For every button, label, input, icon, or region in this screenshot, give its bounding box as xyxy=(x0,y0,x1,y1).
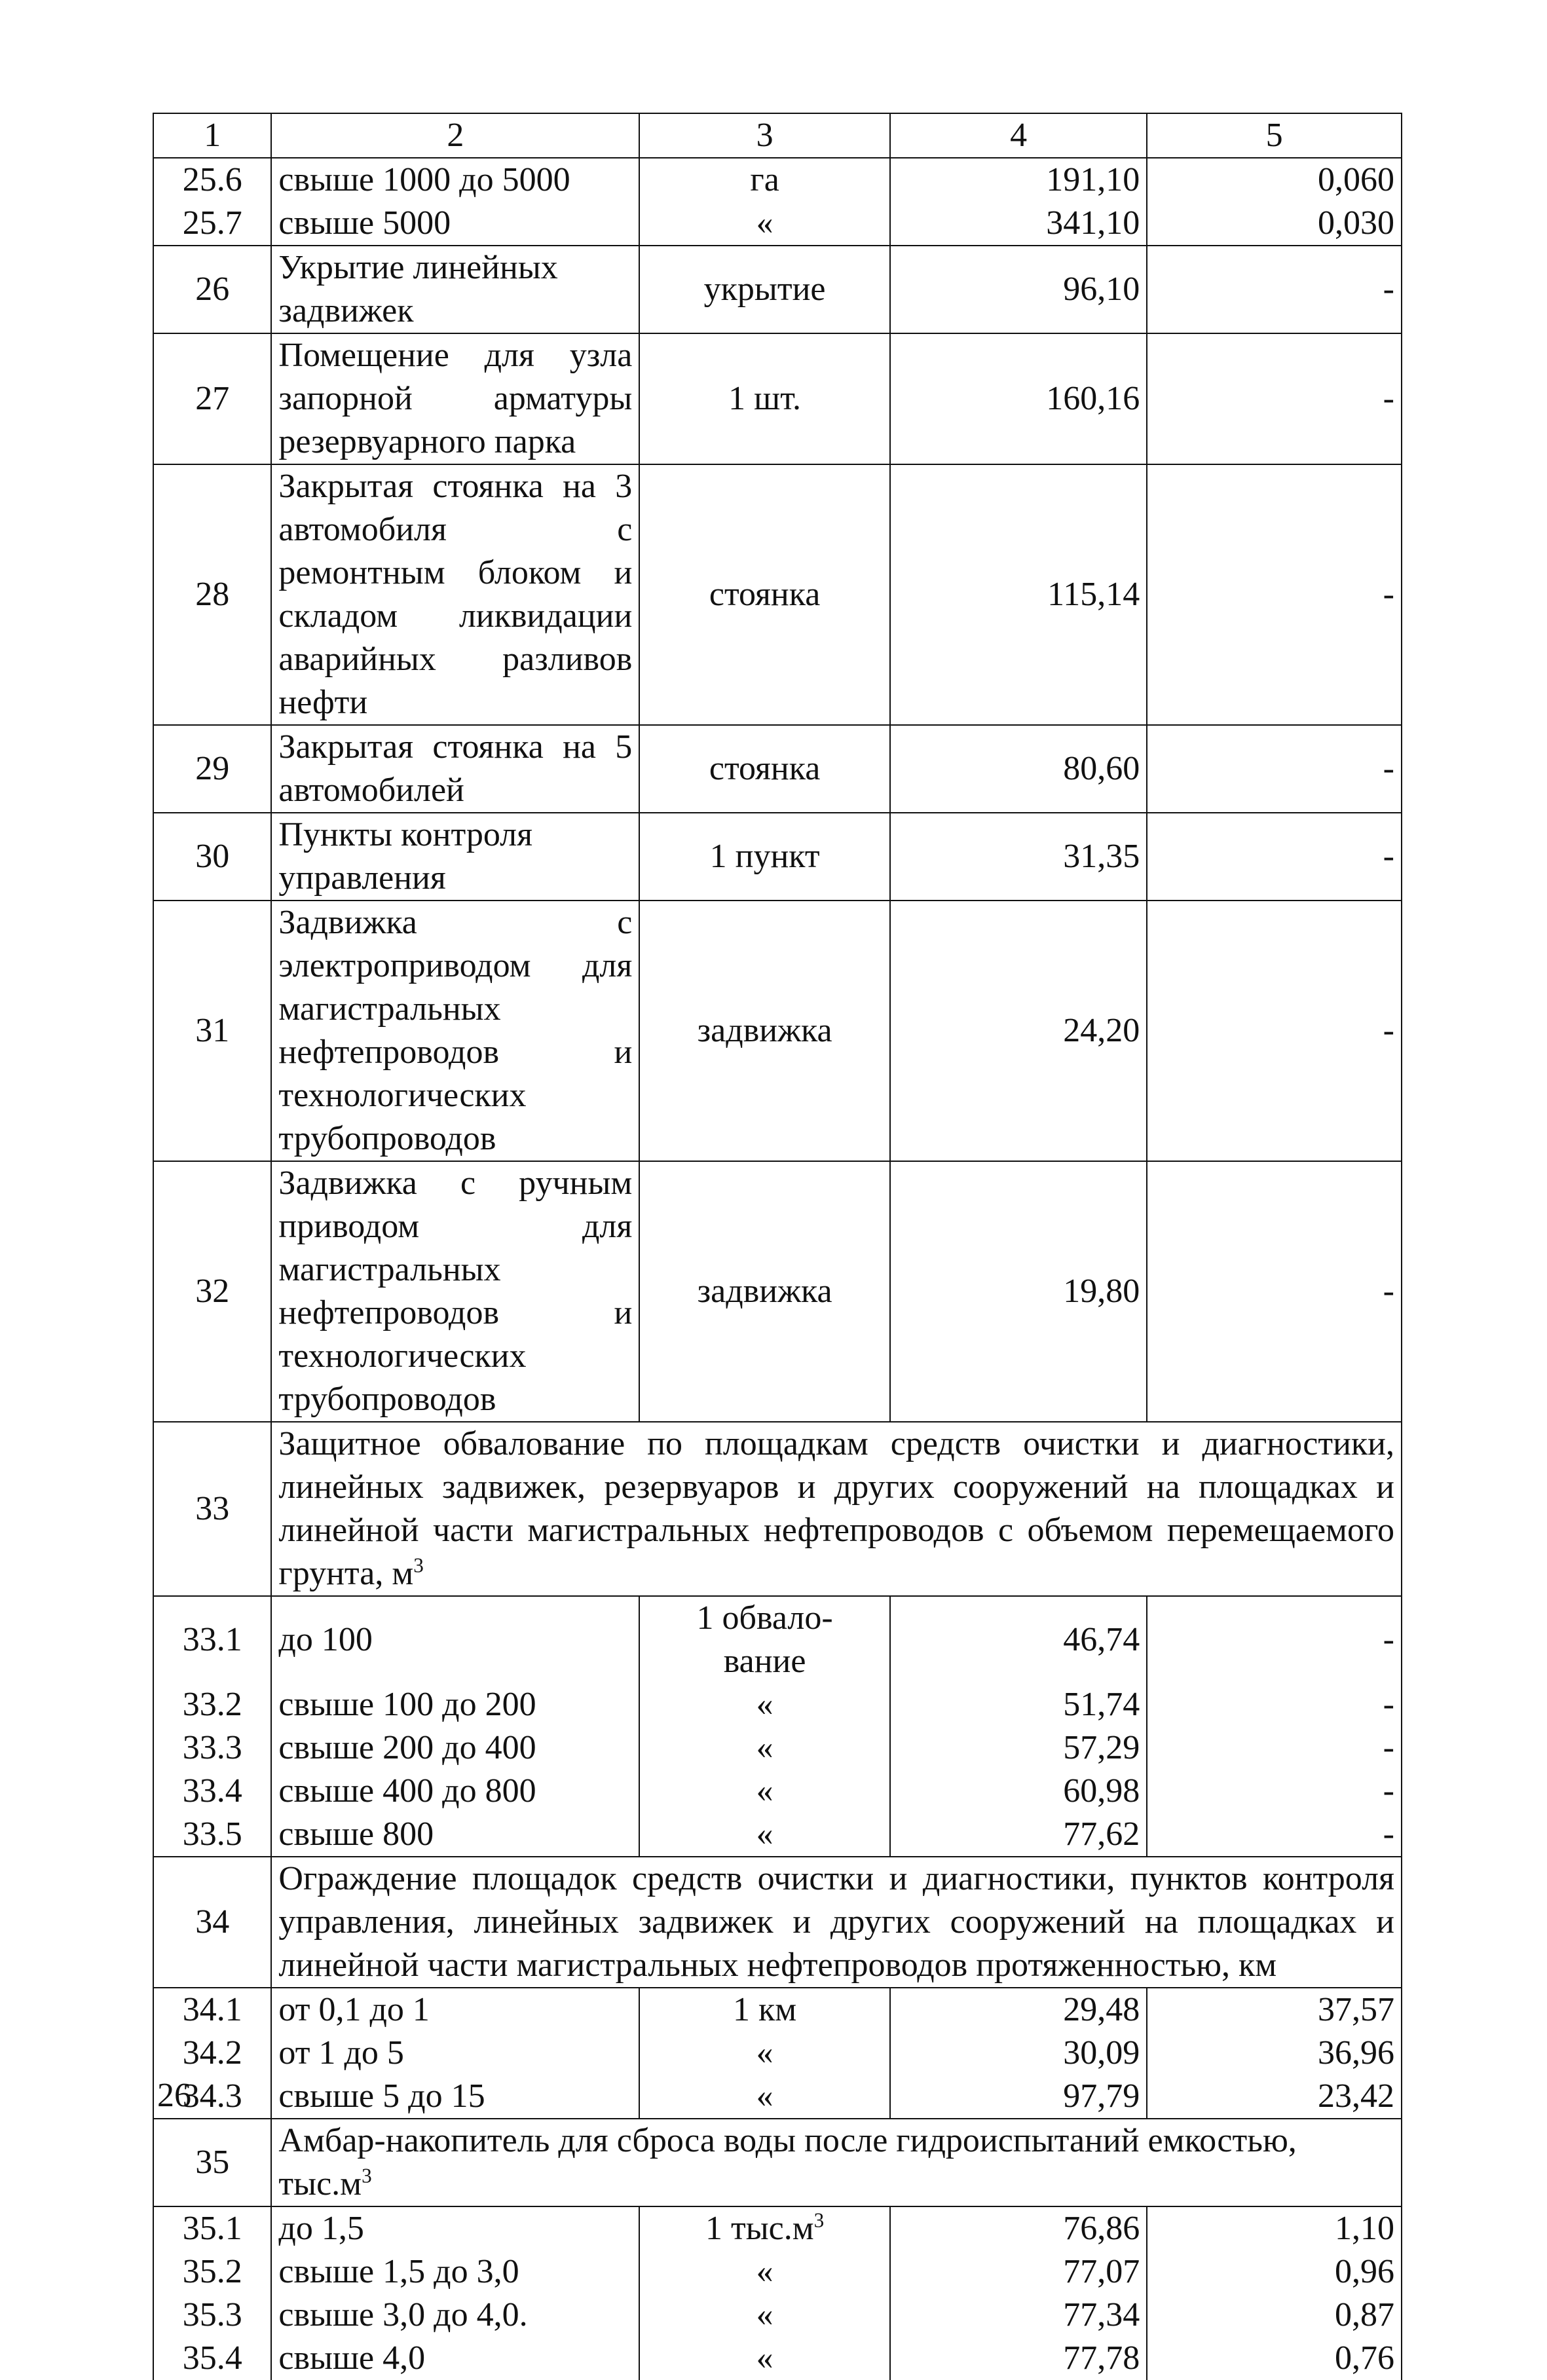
row-value-5: - xyxy=(1147,1683,1402,1726)
row-unit: укрытие xyxy=(639,246,890,333)
table-row xyxy=(153,464,1402,725)
row-unit: « xyxy=(639,1770,890,1813)
table-row xyxy=(153,1726,1402,1770)
row-number: 34.1 xyxy=(153,1988,271,2032)
row-value-4: 77,62 xyxy=(890,1813,1147,1857)
row-value-5: - xyxy=(1147,1161,1402,1422)
row-number: 33 xyxy=(153,1422,271,1596)
rates-table xyxy=(153,113,1402,2380)
row-name: свыше 1,5 до 3,0 xyxy=(271,2250,639,2294)
row-value-4: 80,60 xyxy=(890,725,1147,813)
row-unit: « xyxy=(639,1726,890,1770)
superscript: 3 xyxy=(813,2208,825,2232)
row-value-4: 30,09 xyxy=(890,2032,1147,2075)
row-unit: задвижка xyxy=(639,1161,890,1422)
row-unit: « xyxy=(639,1683,890,1726)
row-number: 31 xyxy=(153,901,271,1161)
row-value-4: 97,79 xyxy=(890,2075,1147,2119)
row-name: Закрытая стоянка на 5 автомобилей xyxy=(271,725,639,813)
row-name: Пункты контроля управления xyxy=(271,813,639,901)
row-value-5: 0,060 xyxy=(1147,158,1402,202)
table-row xyxy=(153,2337,1402,2380)
row-name: свыше 1000 до 5000 xyxy=(271,158,639,202)
row-number: 28 xyxy=(153,464,271,725)
row-name: свыше 5 до 15 xyxy=(271,2075,639,2119)
row-value-5: 0,030 xyxy=(1147,202,1402,246)
row-unit: стоянка xyxy=(639,725,890,813)
row-unit: « xyxy=(639,2294,890,2337)
row-value-5: - xyxy=(1147,725,1402,813)
row-number: 26 xyxy=(153,246,271,333)
row-value-5: 0,76 xyxy=(1147,2337,1402,2380)
row-number: 34 xyxy=(153,1857,271,1988)
row-unit: 1 км xyxy=(639,1988,890,2032)
row-value-5: - xyxy=(1147,1596,1402,1683)
row-value-5: - xyxy=(1147,1770,1402,1813)
table-row xyxy=(153,2250,1402,2294)
table-row xyxy=(153,2294,1402,2337)
table-section-row xyxy=(153,1857,1402,1988)
row-unit: задвижка xyxy=(639,901,890,1161)
row-number: 35.2 xyxy=(153,2250,271,2294)
row-number: 35 xyxy=(153,2119,271,2206)
row-number: 29 xyxy=(153,725,271,813)
row-name: Закрытая стоянка на 3 автомобиля с ремонтным блоком и складом ликвидации аварийных разливов нефти xyxy=(271,464,639,725)
row-name: от 0,1 до 1 xyxy=(271,1988,639,2032)
row-number: 34.2 xyxy=(153,2032,271,2075)
table-row xyxy=(153,246,1402,333)
row-value-5: 1,10 xyxy=(1147,2206,1402,2250)
row-name: свыше 3,0 до 4,0. xyxy=(271,2294,639,2337)
table-row xyxy=(153,2075,1402,2119)
row-unit: « xyxy=(639,2337,890,2380)
unit-text: 1 тыс.м xyxy=(705,2210,814,2247)
row-value-4: 77,07 xyxy=(890,2250,1147,2294)
table-row xyxy=(153,725,1402,813)
row-unit: 1 обвало- вание xyxy=(639,1596,890,1683)
row-number: 30 xyxy=(153,813,271,901)
row-name: Задвижка с электроприводом для магистральных нефтепроводов и технологических трубопроводов xyxy=(271,901,639,1161)
row-number: 27 xyxy=(153,333,271,464)
row-number: 25.7 xyxy=(153,202,271,246)
row-value-4: 115,14 xyxy=(890,464,1147,725)
table-row xyxy=(153,901,1402,1161)
row-name: Укрытие линейных задвижек xyxy=(271,246,639,333)
table-row xyxy=(153,1988,1402,2032)
row-name: свыше 800 xyxy=(271,1813,639,1857)
row-number: 33.2 xyxy=(153,1683,271,1726)
table-row xyxy=(153,1683,1402,1726)
row-number: 32 xyxy=(153,1161,271,1422)
row-value-4: 77,34 xyxy=(890,2294,1147,2337)
header-col-4: 4 xyxy=(890,113,1147,158)
row-number: 33.3 xyxy=(153,1726,271,1770)
row-number: 33.1 xyxy=(153,1596,271,1683)
row-value-4: 24,20 xyxy=(890,901,1147,1161)
row-name: свыше 200 до 400 xyxy=(271,1726,639,1770)
row-name: свыше 4,0 xyxy=(271,2337,639,2380)
row-value-5: 36,96 xyxy=(1147,2032,1402,2075)
row-name: свыше 100 до 200 xyxy=(271,1683,639,1726)
table-section-row xyxy=(153,1422,1402,1596)
section-heading: Ограждение площадок средств очистки и диагностики, пунктов контроля управления, линейных задвижек и других сооружений на площадках и линейной части магистральных нефтепроводов протяженностью, км xyxy=(271,1857,1402,1988)
row-unit: га xyxy=(639,158,890,202)
table-header-row xyxy=(153,113,1402,158)
row-name: до 100 xyxy=(271,1596,639,1683)
row-number: 33.4 xyxy=(153,1770,271,1813)
row-value-5: - xyxy=(1147,246,1402,333)
row-name: Задвижка с ручным приводом для магистральных нефтепроводов и технологических трубопроводов xyxy=(271,1161,639,1422)
row-value-4: 160,16 xyxy=(890,333,1147,464)
row-name: свыше 5000 xyxy=(271,202,639,246)
row-name: Защитное обвалование по площадкам средств очистки и диагностики, линейных задвижек, резервуаров и других сооружений на площадках и линейной части магистральных нефтепроводов с объемом перемещаемого грунта, м xyxy=(278,1425,1394,1592)
row-name: Амбар-накопитель для сброса воды после гидроиспытаний емкостью, тыс.м xyxy=(278,2122,1297,2203)
row-number: 33.5 xyxy=(153,1813,271,1857)
header-col-5: 5 xyxy=(1147,113,1402,158)
row-number: 25.6 xyxy=(153,158,271,202)
row-value-4: 60,98 xyxy=(890,1770,1147,1813)
table-row xyxy=(153,1770,1402,1813)
row-value-4: 46,74 xyxy=(890,1596,1147,1683)
table-row xyxy=(153,202,1402,246)
table-row xyxy=(153,1813,1402,1857)
row-name: свыше 400 до 800 xyxy=(271,1770,639,1813)
table-row xyxy=(153,158,1402,202)
row-value-4: 57,29 xyxy=(890,1726,1147,1770)
row-value-4: 76,86 xyxy=(890,2206,1147,2250)
page-number: 26 xyxy=(157,2077,191,2114)
row-number: 35.3 xyxy=(153,2294,271,2337)
row-value-4: 191,10 xyxy=(890,158,1147,202)
row-value-4: 77,78 xyxy=(890,2337,1147,2380)
table-row xyxy=(153,1596,1402,1683)
row-value-5: 37,57 xyxy=(1147,1988,1402,2032)
row-value-5: - xyxy=(1147,813,1402,901)
row-value-5: 23,42 xyxy=(1147,2075,1402,2119)
table-row xyxy=(153,333,1402,464)
row-number: 35.4 xyxy=(153,2337,271,2380)
row-value-5: - xyxy=(1147,1726,1402,1770)
row-value-4: 19,80 xyxy=(890,1161,1147,1422)
row-value-4: 29,48 xyxy=(890,1988,1147,2032)
row-name: от 1 до 5 xyxy=(271,2032,639,2075)
row-value-4: 51,74 xyxy=(890,1683,1147,1726)
row-value-5: 0,87 xyxy=(1147,2294,1402,2337)
row-value-4: 341,10 xyxy=(890,202,1147,246)
row-name: до 1,5 xyxy=(271,2206,639,2250)
row-unit: « xyxy=(639,2032,890,2075)
row-value-5: 0,96 xyxy=(1147,2250,1402,2294)
row-number: 35.1 xyxy=(153,2206,271,2250)
row-value-5: - xyxy=(1147,333,1402,464)
row-number: 34.3 xyxy=(153,2075,271,2119)
row-value-5: - xyxy=(1147,464,1402,725)
row-unit: стоянка xyxy=(639,464,890,725)
header-col-1: 1 xyxy=(153,113,271,158)
row-unit: 1 пункт xyxy=(639,813,890,901)
row-unit: « xyxy=(639,1813,890,1857)
row-unit: « xyxy=(639,202,890,246)
row-value-5: - xyxy=(1147,1813,1402,1857)
row-value-5: - xyxy=(1147,901,1402,1161)
row-value-4: 96,10 xyxy=(890,246,1147,333)
row-unit: « xyxy=(639,2250,890,2294)
header-col-3: 3 xyxy=(639,113,890,158)
row-value-4: 31,35 xyxy=(890,813,1147,901)
header-col-2: 2 xyxy=(271,113,639,158)
table-row xyxy=(153,1161,1402,1422)
table-row xyxy=(153,813,1402,901)
superscript: 3 xyxy=(413,1553,424,1577)
section-heading xyxy=(271,2119,1402,2206)
table-row xyxy=(153,2032,1402,2075)
table-section-row xyxy=(153,2119,1402,2206)
row-name: Помещение для узла запорной арматуры резервуарного парка xyxy=(271,333,639,464)
row-unit: 1 шт. xyxy=(639,333,890,464)
section-heading xyxy=(271,1422,1402,1596)
superscript: 3 xyxy=(362,2164,372,2187)
row-unit: « xyxy=(639,2075,890,2119)
